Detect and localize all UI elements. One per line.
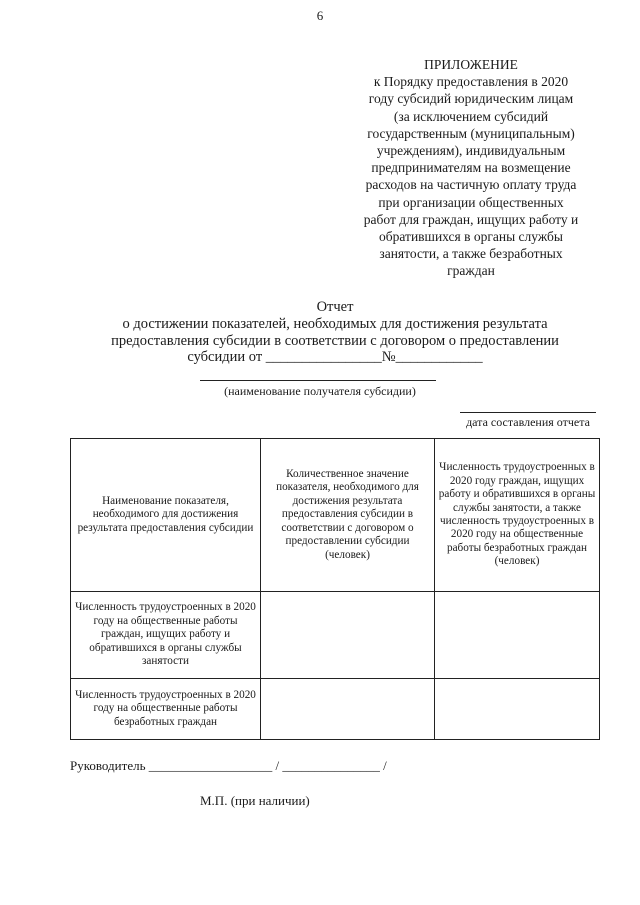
table-cell — [435, 592, 600, 679]
table-header-row — [71, 439, 600, 592]
appendix-line: расходов на частичную оплату труда — [365, 177, 577, 193]
page-number: 6 — [316, 8, 324, 23]
table-cell — [435, 679, 600, 740]
appendix-line: к Порядку предоставления в 2020 — [373, 74, 569, 90]
report-heading — [60, 299, 610, 366]
appendix-title: ПРИЛОЖЕНИЕ — [424, 57, 518, 72]
table-cell: Численность трудоустроенных в 2020 году на общественные работы безработных граждан — [71, 679, 261, 740]
report-title-line: предоставления субсидии в соответствии с договором о предоставлении — [111, 332, 559, 349]
date-caption: дата составления отчета — [466, 415, 590, 429]
date-underline — [460, 412, 596, 413]
signature-line: Руководитель ___________________ / _______________ / — [70, 758, 387, 773]
recipient-underline — [200, 380, 436, 381]
table-header-cell: Количественное значение показателя, необходимого для достижения результата предоставления субсидии в соответствии с договором о предоставлении субсидии (человек) — [261, 439, 435, 592]
table-cell: Численность трудоустроенных в 2020 году на общественные работы граждан, ищущих работу и обратившихся в органы службы занятости — [71, 592, 261, 679]
appendix-line: при организации общественных — [378, 194, 564, 210]
report-table — [70, 438, 600, 740]
table-header-cell: Численность трудоустроенных в 2020 году граждан, ищущих работу и обратившихся в органы службы занятости, а также численность трудоустроенных в 2020 году на общественные работы безработных граждан (человек) — [435, 439, 600, 592]
table-row — [71, 592, 600, 679]
appendix-line: работ для граждан, ищущих работу и — [363, 211, 579, 227]
appendix-line: обратившихся в органы службы — [379, 229, 563, 245]
table-header-cell: Наименование показателя, необходимого для достижения результата предоставления субсидии — [71, 439, 261, 592]
appendix-line: учреждениям), индивидуальным — [376, 143, 566, 159]
report-title-line: о достижении показателей, необходимых для достижения результата — [122, 315, 548, 332]
appendix-line: году субсидий юридическим лицам — [368, 91, 574, 107]
table-cell — [261, 592, 435, 679]
report-title: Отчет — [316, 299, 354, 315]
seal-note: М.П. (при наличии) — [200, 793, 310, 808]
appendix-block — [340, 56, 602, 280]
table-row — [71, 679, 600, 740]
table-cell — [261, 679, 435, 740]
appendix-line: государственным (муниципальным) — [367, 125, 575, 141]
appendix-line: граждан — [447, 263, 495, 279]
report-title-line: субсидии от ________________№____________ — [187, 349, 483, 366]
appendix-line: предпринимателям на возмещение — [371, 160, 571, 176]
appendix-line: (за исключением субсидий — [393, 108, 549, 124]
recipient-caption: (наименование получателя субсидии) — [224, 384, 416, 398]
appendix-line: занятости, а также безработных — [379, 246, 563, 262]
